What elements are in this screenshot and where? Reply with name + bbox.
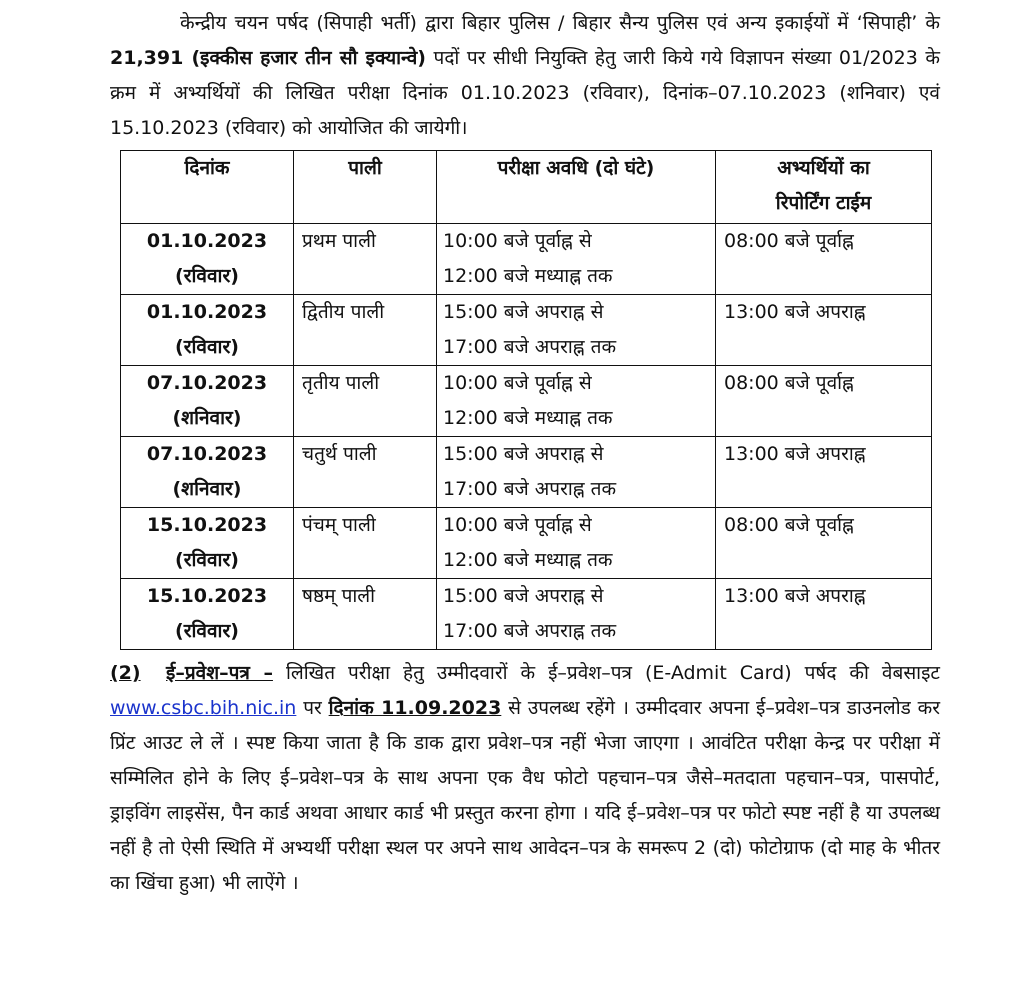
row-day: (शनिवार) bbox=[172, 478, 242, 500]
row-shift: द्वितीय पाली bbox=[294, 295, 437, 366]
row-shift: चतुर्थ पाली bbox=[294, 437, 437, 508]
row-date-cell bbox=[121, 366, 294, 437]
row-date: 01.10.2023 bbox=[146, 301, 268, 323]
row-day: (शनिवार) bbox=[172, 407, 242, 429]
row-duration-cell bbox=[437, 295, 716, 366]
row-date-cell bbox=[121, 437, 294, 508]
section-text2: पर bbox=[303, 697, 322, 719]
row-start: 10:00 बजे पूर्वाह्न से bbox=[443, 230, 592, 252]
section-text3: से उपलब्ध रहेंगे । उम्मीदवार अपना ई–प्रवेश–पत्र डाउनलोड कर प्रिंट आउट ले लें । स्पष्ट किया जाता है कि डाक द्वारा प्रवेश–पत्र नहीं भेजा जाएगा । आवंटित परीक्षा केन्द्र पर परीक्षा में सम्मिलित होने के लिए ई–प्रवेश–पत्र के साथ अपना एक वैध फोटो पहचान–पत्र जैसे–मतदाता पहचान–पत्र, पासपोर्ट, ड्राइविंग लाइसेंस, पैन कार्ड अथवा आधार कार्ड भी प्रस्तुत करना होगा । यदि ई–प्रवेश–पत्र पर फोटो स्पष्ट नहीं है या उपलब्ध नहीं है तो ऐसी स्थिति में अभ्यर्थी परीक्षा स्थल पर अपने साथ आवेदन–पत्र के समरूप 2 (दो) फोटोग्राफ (दो माह के भीतर का खिंचा हुआ) भी लाऐंगे । bbox=[110, 697, 940, 894]
table-header-row bbox=[121, 151, 932, 224]
row-reporting: 08:00 बजे पूर्वाह्न bbox=[716, 508, 932, 579]
admit-card-paragraph bbox=[110, 656, 940, 901]
table-row bbox=[121, 295, 932, 366]
row-end: 12:00 बजे मध्याह्न तक bbox=[443, 549, 613, 571]
row-day: (रविवार) bbox=[175, 620, 239, 642]
row-reporting: 13:00 बजे अपराह्न bbox=[716, 437, 932, 508]
row-shift: षष्ठम् पाली bbox=[294, 579, 437, 650]
row-start: 15:00 बजे अपराह्न से bbox=[443, 443, 604, 465]
admit-card-date: दिनांक 11.09.2023 bbox=[328, 697, 502, 719]
website-link[interactable]: www.csbc.bih.nic.in bbox=[110, 697, 297, 719]
table-row bbox=[121, 224, 932, 295]
row-date: 07.10.2023 bbox=[146, 443, 268, 465]
header-shift: पाली bbox=[294, 151, 437, 224]
document-page bbox=[110, 6, 940, 901]
section-heading: ई–प्रवेश–पत्र – bbox=[166, 662, 273, 684]
intro-paragraph bbox=[110, 6, 940, 146]
header-reporting bbox=[716, 151, 932, 224]
row-duration-cell bbox=[437, 224, 716, 295]
header-date: दिनांक bbox=[121, 151, 294, 224]
row-end: 17:00 बजे अपराह्न तक bbox=[443, 336, 617, 358]
header-reporting-line2: रिपोर्टिंग टाईम bbox=[775, 192, 872, 214]
row-start: 15:00 बजे अपराह्न से bbox=[443, 301, 604, 323]
row-shift: प्रथम पाली bbox=[294, 224, 437, 295]
section-text1: लिखित परीक्षा हेतु उम्मीदवारों के ई–प्रवेश–पत्र (E-Admit Card) पर्षद की वेबसाइट bbox=[285, 662, 940, 684]
row-shift: पंचम् पाली bbox=[294, 508, 437, 579]
table-row bbox=[121, 366, 932, 437]
table-row bbox=[121, 437, 932, 508]
row-reporting: 13:00 बजे अपराह्न bbox=[716, 295, 932, 366]
row-start: 15:00 बजे अपराह्न से bbox=[443, 585, 604, 607]
row-reporting: 08:00 बजे पूर्वाह्न bbox=[716, 224, 932, 295]
row-day: (रविवार) bbox=[175, 265, 239, 287]
row-day: (रविवार) bbox=[175, 549, 239, 571]
table-row bbox=[121, 579, 932, 650]
row-day: (रविवार) bbox=[175, 336, 239, 358]
section-number: (2) bbox=[110, 662, 141, 684]
header-duration: परीक्षा अवधि (दो घंटे) bbox=[437, 151, 716, 224]
row-end: 17:00 बजे अपराह्न तक bbox=[443, 620, 617, 642]
row-date-cell bbox=[121, 508, 294, 579]
row-date: 01.10.2023 bbox=[146, 230, 268, 252]
row-shift: तृतीय पाली bbox=[294, 366, 437, 437]
row-reporting: 08:00 बजे पूर्वाह्न bbox=[716, 366, 932, 437]
row-end: 12:00 बजे मध्याह्न तक bbox=[443, 265, 613, 287]
row-end: 17:00 बजे अपराह्न तक bbox=[443, 478, 617, 500]
row-date-cell bbox=[121, 579, 294, 650]
post-count: 21,391 (इक्कीस हजार तीन सौ इक्यान्वे) bbox=[110, 47, 426, 69]
row-date-cell bbox=[121, 295, 294, 366]
row-start: 10:00 बजे पूर्वाह्न से bbox=[443, 372, 592, 394]
row-duration-cell bbox=[437, 437, 716, 508]
row-reporting: 13:00 बजे अपराह्न bbox=[716, 579, 932, 650]
intro-text-part2: पदों पर सीधी नियुक्ति हेतु जारी किये गये विज्ञापन संख्या 01/2023 के क्रम में अभ्यर्थियों की लिखित परीक्षा दिनांक 01.10.2023 (रविवार), दिनांक–07.10.2023 (शनिवार) एवं 15.10.2023 (रविवार) को आयोजित की जायेगी। bbox=[110, 47, 940, 139]
header-reporting-line1: अभ्यर्थियों का bbox=[777, 157, 870, 179]
row-start: 10:00 बजे पूर्वाह्न से bbox=[443, 514, 592, 536]
row-duration-cell bbox=[437, 579, 716, 650]
exam-schedule-table bbox=[120, 150, 932, 650]
row-end: 12:00 बजे मध्याह्न तक bbox=[443, 407, 613, 429]
row-date: 15.10.2023 bbox=[146, 585, 268, 607]
row-date: 07.10.2023 bbox=[146, 372, 268, 394]
row-date: 15.10.2023 bbox=[146, 514, 268, 536]
row-duration-cell bbox=[437, 508, 716, 579]
row-duration-cell bbox=[437, 366, 716, 437]
row-date-cell bbox=[121, 224, 294, 295]
intro-text-part1: केन्द्रीय चयन पर्षद (सिपाही भर्ती) द्वारा बिहार पुलिस / बिहार सैन्य पुलिस एवं अन्य इकाईयों में ‘सिपाही’ के bbox=[180, 12, 940, 34]
table-row bbox=[121, 508, 932, 579]
